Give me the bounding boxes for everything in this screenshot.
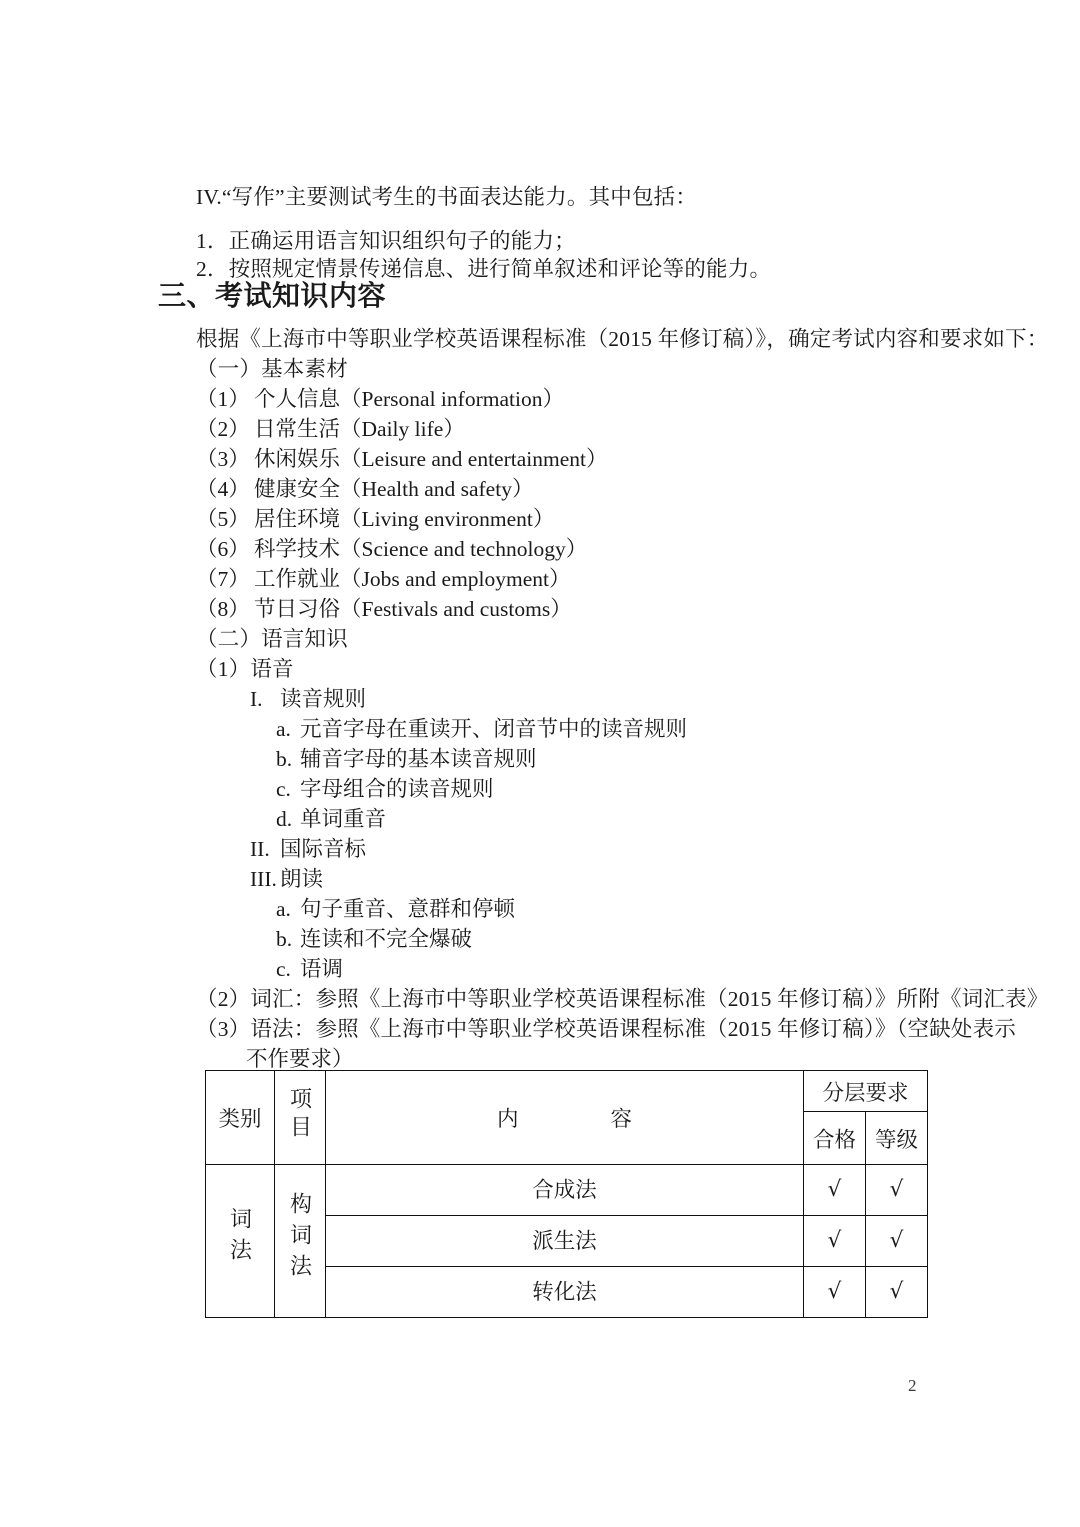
list-item-text: 句子重音、意群和停顿 — [300, 897, 516, 921]
phonetics-label: （1）语音 — [196, 657, 294, 681]
table-cell-content: 转化法 — [326, 1267, 804, 1318]
phonetics-rule-i-item — [276, 774, 494, 804]
topic-label-cn: 科学技术 — [254, 537, 341, 561]
topic-label-cn: 休闲娱乐 — [254, 447, 341, 471]
phonetics-rule-iii-item — [276, 924, 472, 954]
topic-number: （5） — [196, 507, 250, 531]
table-header-content-left: 内 — [496, 1107, 519, 1131]
table-header-tier-requirement: 分层要求 — [804, 1071, 928, 1112]
phonetics-rule-iii-item — [276, 894, 515, 924]
phonetics-rule-i-item — [276, 714, 687, 744]
list-item-text: 元音字母在重读开、闭音节中的读音规则 — [300, 717, 688, 741]
list-marker: a. — [276, 717, 291, 741]
phonetics-rule-iii-text: 朗读 — [280, 867, 324, 891]
table-header-row — [206, 1071, 928, 1112]
topic-label-cn: 工作就业 — [254, 567, 341, 591]
topic-label-en: （Festivals and customs） — [340, 597, 572, 621]
table-cell-pass-check: √ — [804, 1267, 866, 1318]
table-cell-pass-check: √ — [804, 1216, 866, 1267]
topic-item — [196, 504, 554, 534]
vocabulary-line: （2）词汇：参照《上海市中等职业学校英语课程标准（2015 年修订稿）》所附《词汇表》 — [196, 987, 1049, 1011]
table-row — [206, 1165, 928, 1216]
list-marker: c. — [276, 777, 291, 801]
list-marker: a. — [276, 897, 291, 921]
grammar-line-2: 不作要求） — [246, 1047, 354, 1071]
topic-number: （8） — [196, 597, 250, 621]
table-header-category: 类别 — [206, 1071, 275, 1165]
table-header-item-label: 项目 — [287, 1086, 313, 1143]
intro-sub-item-1: 1．正确运用语言知识组织句子的能力； — [196, 229, 576, 253]
table-cell-item-label: 构词法 — [287, 1191, 313, 1285]
phonetics-rule-ii — [250, 834, 366, 864]
list-item-text: 字母组合的读音规则 — [300, 777, 494, 801]
topic-label-cn: 个人信息 — [254, 387, 341, 411]
page-number: 2 — [908, 1376, 917, 1395]
phonetics-rule-i-text: 读音规则 — [280, 687, 367, 711]
topic-number: （1） — [196, 387, 250, 411]
phonetics-rule-iii-item — [276, 954, 343, 984]
topic-label-en: （Personal information） — [340, 387, 564, 411]
topic-label-cn: 节日习俗 — [254, 597, 341, 621]
topic-item — [196, 384, 564, 414]
section-heading: 三、考试知识内容 — [158, 281, 387, 312]
list-marker: d. — [276, 807, 293, 831]
topic-item — [196, 474, 533, 504]
list-marker: b. — [276, 747, 293, 771]
topic-label-en: （Living environment） — [340, 507, 555, 531]
topic-number: （6） — [196, 537, 250, 561]
topic-item — [196, 594, 572, 624]
topic-item — [196, 564, 571, 594]
topic-label-en: （Daily life） — [340, 417, 465, 441]
topic-item — [196, 444, 607, 474]
topic-label-cn: 日常生活 — [254, 417, 341, 441]
topic-item — [196, 534, 587, 564]
table-header-content-right: 容 — [610, 1107, 633, 1131]
list-item-text: 单词重音 — [300, 807, 387, 831]
phonetics-rule-i — [250, 684, 366, 714]
topic-label-en: （Jobs and employment） — [340, 567, 571, 591]
table-header-item — [275, 1071, 326, 1165]
table-cell-category — [206, 1165, 275, 1318]
table-cell-category-label: 词法 — [227, 1207, 253, 1269]
table-cell-grade-check: √ — [866, 1216, 928, 1267]
phonetics-rule-iii — [250, 864, 323, 894]
subsection-language-knowledge-label: （二）语言知识 — [196, 627, 348, 651]
list-item-text: 连读和不完全爆破 — [300, 927, 473, 951]
topic-number: （4） — [196, 477, 250, 501]
phonetics-rule-i-marker: I. — [250, 687, 263, 711]
table-cell-grade-check: √ — [866, 1165, 928, 1216]
topic-number: （2） — [196, 417, 250, 441]
topic-label-cn: 健康安全 — [254, 477, 341, 501]
phonetics-rule-ii-marker: II. — [250, 837, 270, 861]
grammar-specification-table — [205, 1070, 928, 1318]
intro-sub-item-2: 2．按照规定情景传递信息、进行简单叙述和评论等的能力。 — [196, 257, 772, 281]
table-cell-grade-check: √ — [866, 1267, 928, 1318]
table-cell-pass-check: √ — [804, 1165, 866, 1216]
table-cell-content: 派生法 — [326, 1216, 804, 1267]
table-cell-item — [275, 1165, 326, 1318]
table-header-content — [326, 1071, 804, 1165]
list-marker: b. — [276, 927, 293, 951]
table-header-pass: 合格 — [804, 1112, 866, 1165]
list-item-text: 语调 — [300, 957, 344, 981]
phonetics-rule-i-item — [276, 804, 386, 834]
topic-item — [196, 414, 465, 444]
table-header-grade: 等级 — [866, 1112, 928, 1165]
phonetics-rule-i-item — [276, 744, 537, 774]
table-cell-content: 合成法 — [326, 1165, 804, 1216]
phonetics-rule-iii-marker: III. — [250, 867, 277, 891]
phonetics-rule-ii-text: 国际音标 — [280, 837, 367, 861]
list-marker: c. — [276, 957, 291, 981]
intro-item-iv: IV.“写作”主要测试考生的书面表达能力。其中包括： — [196, 185, 698, 209]
section-lead-paragraph: 根据《上海市中等职业学校英语课程标准（2015 年修订稿）》，确定考试内容和要求如下： — [196, 327, 1049, 351]
grammar-line-1: （3）语法：参照《上海市中等职业学校英语课程标准（2015 年修订稿）》（空缺处表示 — [196, 1017, 1017, 1041]
topic-label-en: （Science and technology） — [340, 537, 588, 561]
subsection-basic-materials-label: （一）基本素材 — [196, 357, 348, 381]
topic-label-cn: 居住环境 — [254, 507, 341, 531]
list-item-text: 辅音字母的基本读音规则 — [300, 747, 537, 771]
topic-label-en: （Leisure and entertainment） — [340, 447, 608, 471]
topic-label-en: （Health and safety） — [340, 477, 534, 501]
topic-number: （7） — [196, 567, 250, 591]
topic-number: （3） — [196, 447, 250, 471]
